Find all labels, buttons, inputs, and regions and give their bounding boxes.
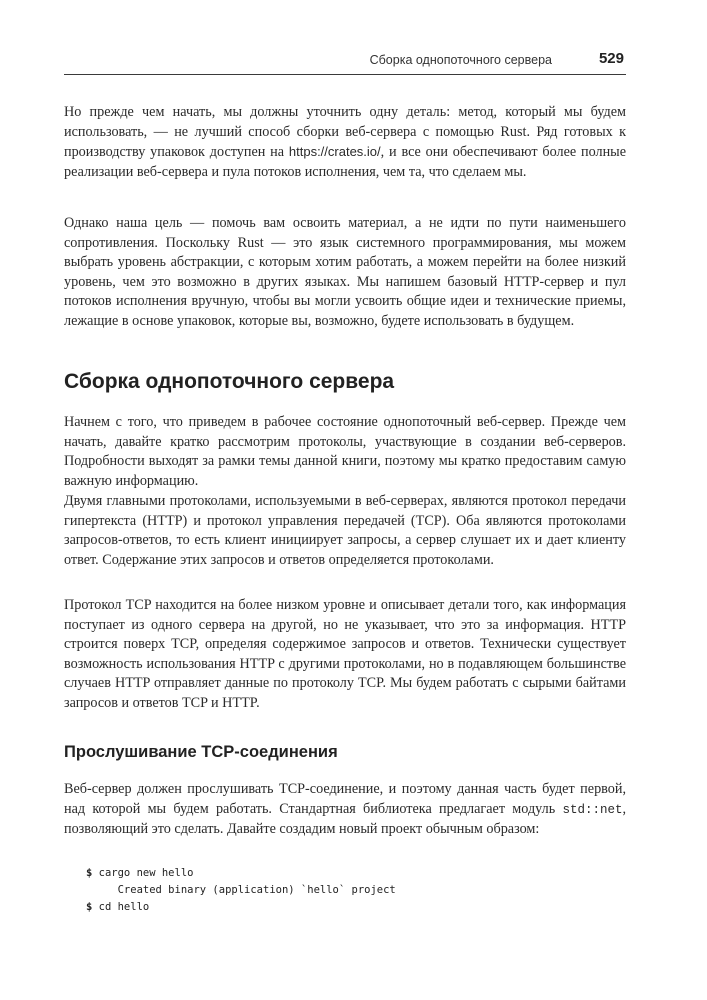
- intro-paragraph-1: [64, 103, 626, 182]
- intro-text: Но прежде чем начать, мы должны уточнить одну деталь: метод, который мы будем использовать, — не лучший способ сборки веб-сервера с помощью Rust. Ряд готовых к производству упаковок доступен на: [64, 104, 626, 160]
- shell-prompt: $: [86, 901, 93, 913]
- code-line: [86, 865, 396, 882]
- running-title: Сборка однопоточного сервера: [369, 53, 552, 67]
- intro-paragraph-2: Однако наша цель — помочь вам освоить материал, а не идти по пути наименьшего сопротивления. Поскольку Rust — это язык системного программирования, мы можем выбрать уровень абстракции, с которым хотим работать, а можем перейти на более низкий уровень, чем это возможно в других языках. Мы напишем базовый HTTP-сервер и пул потоков исполнения вручную, чтобы вы могли усвоить общие идеи и технические приемы, лежащие в основе упаковок, которые вы, возможно, будете использовать в будущем.: [64, 215, 626, 329]
- section-paragraph-2: Двумя главными протоколами, используемыми в веб-серверах, являются протокол передачи гипертекста (HTTP) и протокол управления передачей (TCP). Оба являются протоколами запросов-ответов, то есть клиент инициирует запросы, а сервер слушает их и дает клиенту ответ. Содержание этих запросов и ответов определяется протоколами.: [64, 493, 626, 568]
- subsection-title: Прослушивание TCP-соединения: [64, 743, 338, 761]
- subsection-text: Веб-сервер должен прослушивать TCP-соединение, и поэтому данная часть будет первой, над которой мы будем работать. Стандартная библиотека предлагает модуль: [64, 781, 626, 817]
- page-header: [64, 50, 626, 75]
- section-paragraph-1: Начнем с того, что приведем в рабочее состояние однопоточный веб-сервер. Прежде чем начать, давайте кратко рассмотрим протоколы, участвующие в создании веб-серверов. Подробности выходят за рамки темы данной книги, поэтому мы кратко предоставим самую важную информацию.: [64, 414, 626, 489]
- shell-command: cd hello: [92, 901, 150, 913]
- shell-command: cargo new hello: [92, 867, 194, 879]
- inline-code: std::net: [562, 802, 623, 817]
- intro-text: , и все они обеспечивают более полные реализации веб-сервера и пула потоков исполнения, чем та, что сделаем мы.: [64, 144, 626, 180]
- shell-prompt: $: [86, 867, 93, 879]
- code-line: [86, 899, 396, 916]
- section-title: Сборка однопоточного сервера: [64, 370, 395, 393]
- code-block: [86, 865, 396, 916]
- crates-link[interactable]: https://crates.io/: [288, 144, 381, 159]
- section-paragraph-3: Протокол TCP находится на более низком уровне и описывает детали того, как информация поступает из одного сервера на другой, но не указывает, что это за информация. HTTP строится поверх TCP, определяя содержимое запросов и ответов. Технически существует возможность использования HTTP с другими протоколами, но в подавляющем большинстве случаев HTTP отправляет данные по протоколу TCP. Мы будем работать с сырыми байтами запросов и ответов TCP и HTTP.: [64, 597, 626, 711]
- subsection-paragraph-1: [64, 780, 626, 840]
- subsection-text: , позволяющий это сделать. Давайте создадим новый проект обычным образом:: [64, 800, 626, 837]
- code-line: Created binary (application) `hello` project: [86, 884, 396, 896]
- page-number: 529: [598, 50, 624, 67]
